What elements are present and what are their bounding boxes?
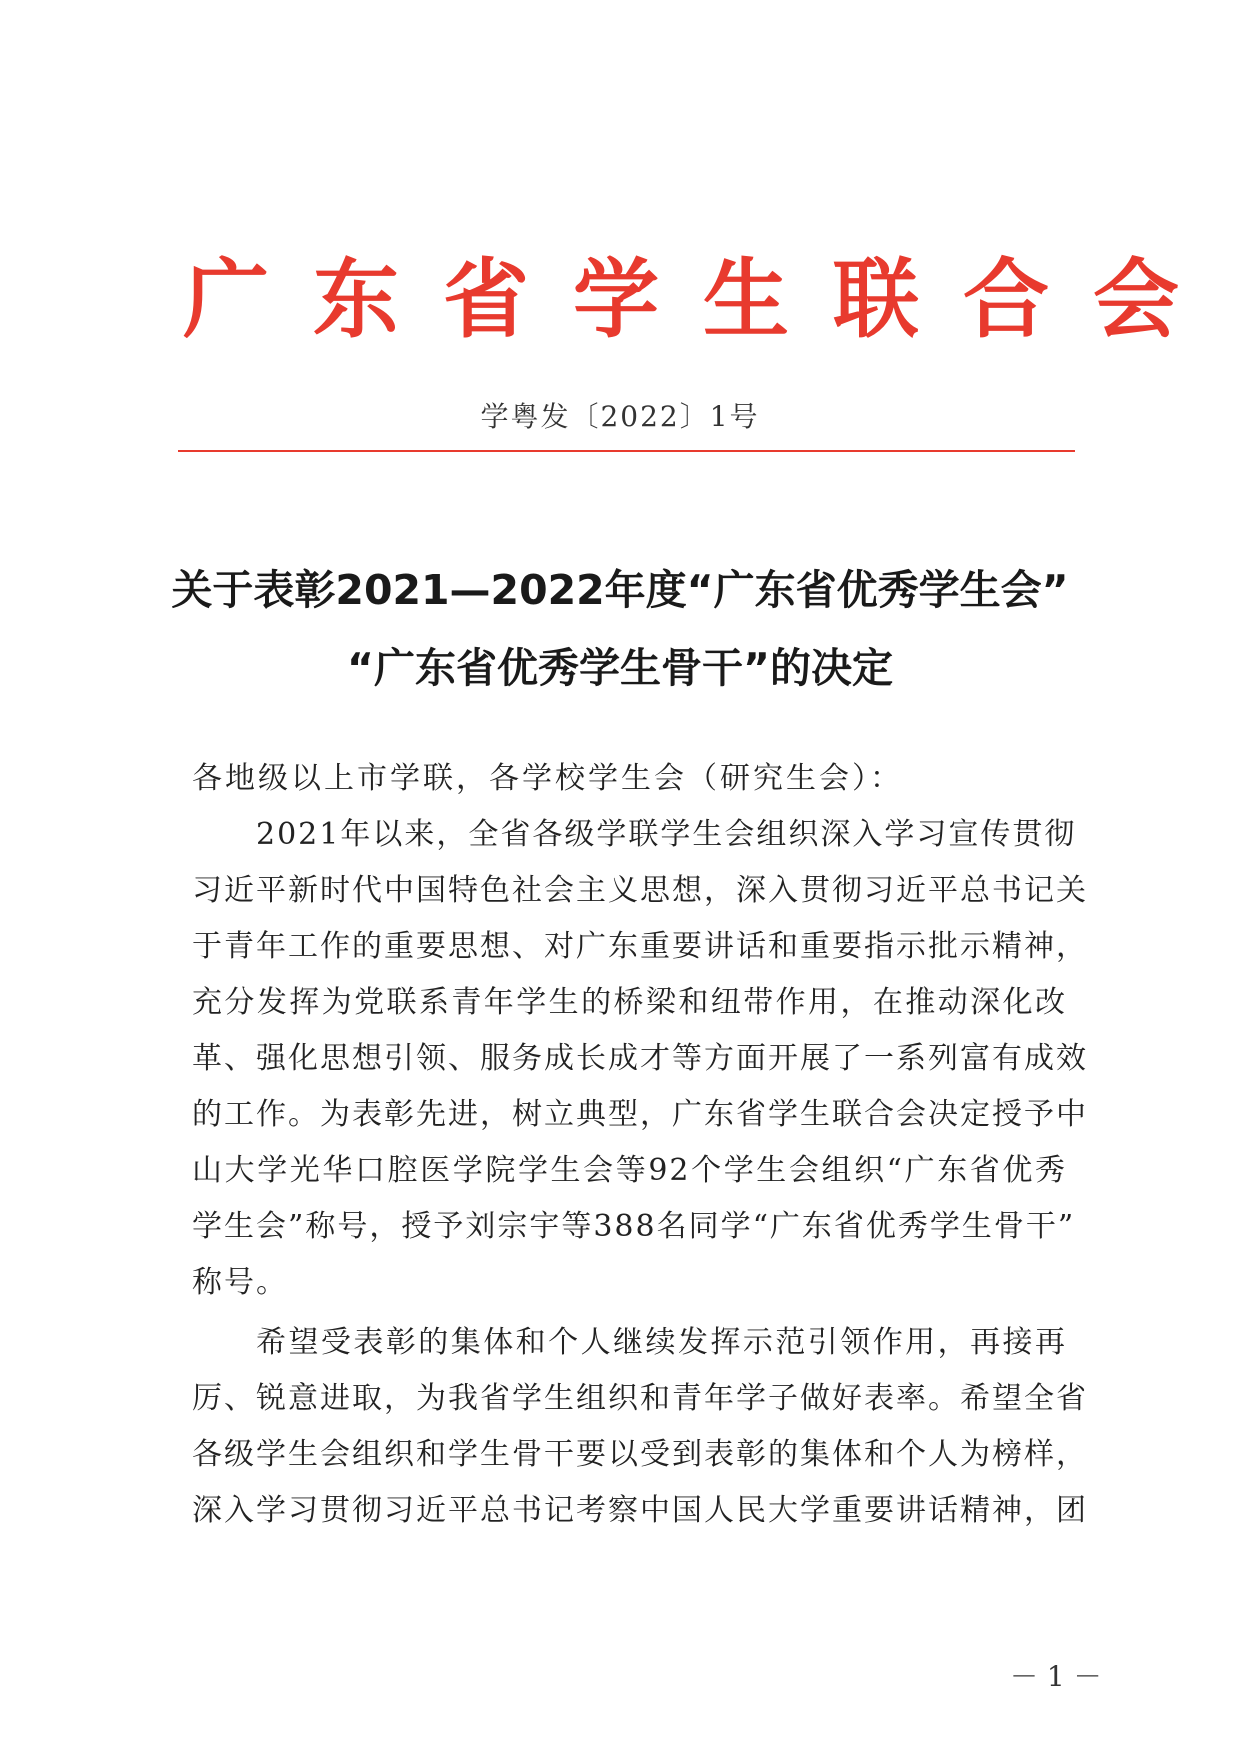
paragraph-1-line: 山大学光华口腔医学院学生会等92个学生会组织“广东省优秀	[192, 1153, 1067, 1188]
paragraph-2-line: 希望受表彰的集体和个人继续发挥示范引领作用，再接再	[256, 1325, 1067, 1360]
red-divider-line	[178, 450, 1075, 452]
document-number: 学粤发〔2022〕1号	[480, 400, 760, 433]
paragraph-1-line: 充分发挥为党联系青年学生的桥梁和纽带作用，在推动深化改	[192, 985, 1067, 1020]
paragraph-1-line: 革、强化思想引领、服务成长成才等方面开展了一系列富有成效	[192, 1041, 1088, 1076]
organization-header: 广东省学生联合会	[183, 250, 1223, 350]
paragraph-1-line: 学生会”称号，授予刘宗宇等388名同学“广东省优秀学生骨干”	[192, 1209, 1076, 1244]
paragraph-1-line: 习近平新时代中国特色社会主义思想，深入贯彻习近平总书记关	[192, 873, 1088, 908]
paragraph-1-line: 于青年工作的重要思想、对广东重要讲话和重要指示批示精神，	[192, 929, 1088, 964]
paragraph-1-line: 称号。	[192, 1265, 288, 1300]
document-title-line-2: “广东省优秀学生骨干”的决定	[347, 644, 893, 692]
paragraph-2-line: 深入学习贯彻习近平总书记考察中国人民大学重要讲话精神，团	[192, 1493, 1088, 1528]
salutation: 各地级以上市学联，各学校学生会（研究生会）：	[192, 761, 903, 796]
paragraph-1-line: 2021年以来，全省各级学联学生会组织深入学习宣传贯彻	[256, 817, 1077, 852]
page-number: － 1 －	[1010, 1660, 1102, 1693]
paragraph-2-line: 厉、锐意进取，为我省学生组织和青年学子做好表率。希望全省	[192, 1381, 1088, 1416]
document-title-line-1: 关于表彰2021—2022年度“广东省优秀学生会”	[171, 566, 1069, 614]
paragraph-1-line: 的工作。为表彰先进，树立典型，广东省学生联合会决定授予中	[192, 1097, 1088, 1132]
paragraph-2-line: 各级学生会组织和学生骨干要以受到表彰的集体和个人为榜样，	[192, 1437, 1088, 1472]
